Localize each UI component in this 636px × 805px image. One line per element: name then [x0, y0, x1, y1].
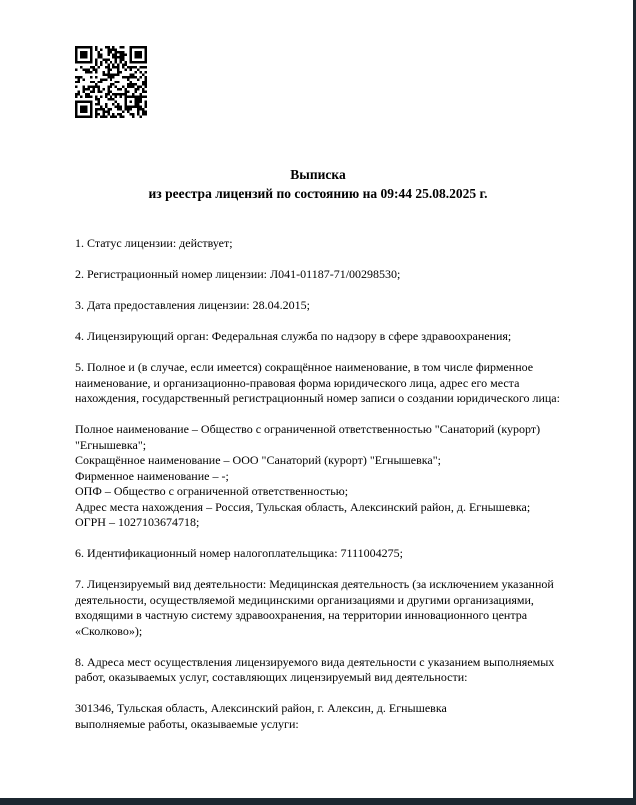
page-shadow-bottom — [0, 798, 636, 805]
org-full-name: Полное наименование – Общество с ограниченной ответственностью "Санаторий (курорт) "Егнышевка"; — [75, 422, 541, 452]
grant-date: 3. Дата предоставления лицензии: 28.04.2015; — [75, 298, 310, 312]
license-status: 1. Статус лицензии: действует; — [75, 236, 233, 250]
registration-number: 2. Регистрационный номер лицензии: Л041-01187-71/00298530; — [75, 267, 401, 281]
org-short-name: Сокращённое наименование – ООО "Санаторий (курорт) "Егнышевка"; — [75, 453, 441, 467]
title-line-1: Выписка — [290, 167, 346, 182]
org-brand-name: Фирменное наименование – -; — [75, 468, 229, 483]
title-line-2: из реестра лицензий по состоянию на 09:44 25.08.2025 г. — [148, 186, 488, 201]
document-body — [75, 236, 569, 748]
qr-code — [75, 46, 147, 118]
org-names-intro: 5. Полное и (в случае, если имеется) сокращённое наименование, в том числе фирменное наименование, и организационно-правовая форма юридического лица, адрес его места нахождения, государственный регистрационный номер записи о создании юридического лица: — [75, 360, 560, 405]
activity-addresses-intro: 8. Адреса мест осуществления лицензируемого вида деятельности с указанием выполняемых работ, оказываемых услуг, составляющих лицензируемый вид деятельности: — [75, 654, 555, 684]
taxpayer-inn: 6. Идентификационный номер налогоплательщика: 7111004275; — [75, 546, 403, 560]
org-ogrn: ОГРН – 1027103674718; — [75, 515, 200, 529]
org-opf: ОПФ – Общество с ограниченной ответственностью; — [75, 484, 349, 498]
licensing-authority: 4. Лицензирующий орган: Федеральная служба по надзору в сфере здравоохранения; — [75, 329, 512, 343]
activity-address: 301346, Тульская область, Алексинский район, г. Алексин, д. Егнышевка — [75, 701, 447, 715]
org-location-address: Адрес места нахождения – Россия, Тульская область, Алексинский район, д. Егнышевка; — [75, 499, 531, 514]
works-services-label: выполняемые работы, оказываемые услуги: — [75, 716, 299, 731]
licensed-activity: 7. Лицензируемый вид деятельности: Медицинская деятельность (за исключением указанной деятельности, осуществляемой медицинскими организациями и другими организациями, входящими в частную систему здравоохранения, на территории инновационного центра «Сколково»); — [75, 577, 554, 638]
document-title — [0, 165, 636, 203]
